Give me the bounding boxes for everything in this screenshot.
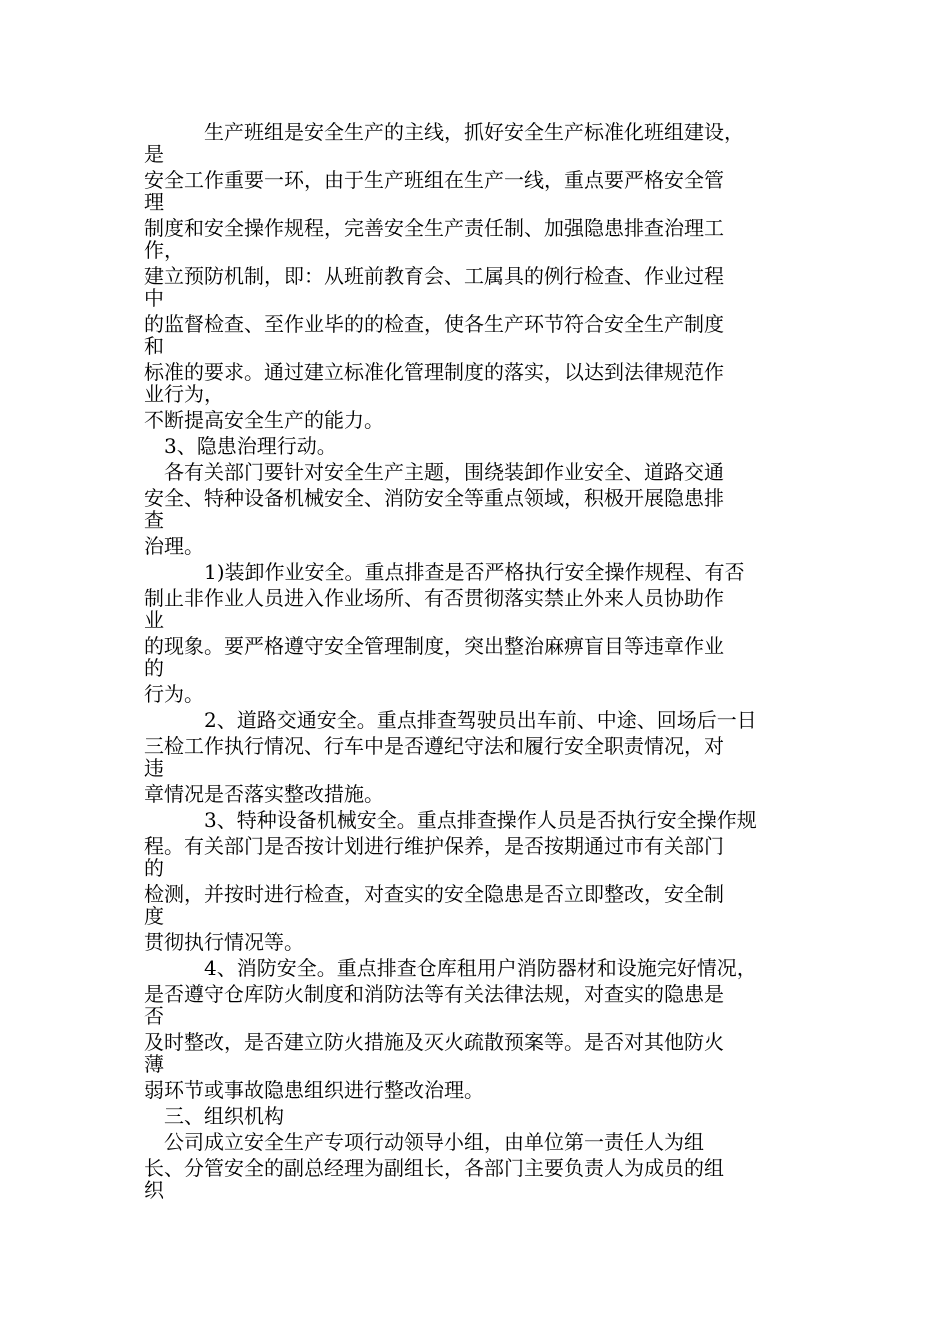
text-line: 行为。 [144,682,204,706]
text-line: 作， [144,238,184,262]
text-line: 薄 [144,1052,164,1076]
text-line: 建立预防机制，即：从班前教育会、工属具的例行检查、作业过程 [144,264,724,288]
text-line: 4、消防安全。重点排查仓库租用户消防器材和设施完好情况， [144,956,757,980]
text-line: 三检工作执行情况、行车中是否遵纪守法和履行安全职责情况，对 [144,734,724,758]
text-line: 公司成立安全生产专项行动领导小组，由单位第一责任人为组 [144,1130,704,1154]
text-line: 违 [144,756,164,780]
text-line: 三、组织机构 [144,1104,284,1128]
text-line: 制止非作业人员进入作业场所、有否贯彻落实禁止外来人员协助作 [144,586,724,610]
text-line: 2、道路交通安全。重点排查驾驶员出车前、中途、回场后一日 [144,708,757,732]
text-line: 的现象。要严格遵守安全管理制度，突出整治麻痹盲目等违章作业 [144,634,724,658]
text-line: 章情况是否落实整改措施。 [144,782,384,806]
text-line: 长、分管安全的副总经理为副组长，各部门主要负责人为成员的组 [144,1156,724,1180]
text-line: 和 [144,334,164,358]
text-line: 安全、特种设备机械安全、消防安全等重点领域，积极开展隐患排 [144,486,724,510]
text-line: 理 [144,190,164,214]
text-line: 检测，并按时进行检查，对查实的安全隐患是否立即整改，安全制 [144,882,724,906]
text-line: 是 [144,142,164,166]
text-line: 1)装卸作业安全。重点排查是否严格执行安全操作规程、有否 [144,560,745,584]
text-line: 否 [144,1004,164,1028]
text-line: 贯彻执行情况等。 [144,930,304,954]
text-line: 中 [144,286,164,310]
document-body [144,121,824,1201]
text-line: 治理。 [144,534,204,558]
text-line: 的 [144,856,164,880]
text-line: 各有关部门要针对安全生产主题，围绕装卸作业安全、道路交通 [144,460,724,484]
text-line: 生产班组是安全生产的主线，抓好安全生产标准化班组建设， [144,120,744,144]
text-line: 弱环节或事故隐患组织进行整改治理。 [144,1078,484,1102]
text-line: 的 [144,656,164,680]
text-line: 业 [144,608,164,632]
text-line: 是否遵守仓库防火制度和消防法等有关法律法规，对查实的隐患是 [144,982,724,1006]
text-line: 3、特种设备机械安全。重点排查操作人员是否执行安全操作规 [144,808,757,832]
text-line: 3、隐患治理行动。 [144,434,337,458]
text-line: 不断提高安全生产的能力。 [144,408,384,432]
text-line: 安全工作重要一环，由于生产班组在生产一线，重点要严格安全管 [144,168,724,192]
text-line: 业行为， [144,382,224,406]
text-line: 度 [144,904,164,928]
text-line: 的监督检查、至作业毕的的检查，使各生产环节符合安全生产制度 [144,312,724,336]
text-line: 制度和安全操作规程，完善安全生产责任制、加强隐患排查治理工 [144,216,724,240]
text-line: 标准的要求。通过建立标准化管理制度的落实，以达到法律规范作 [144,360,724,384]
text-line: 查 [144,508,164,532]
text-line: 程。有关部门是否按计划进行维护保养，是否按期通过市有关部门 [144,834,724,858]
text-line: 及时整改，是否建立防火措施及灭火疏散预案等。是否对其他防火 [144,1030,724,1054]
text-line: 织 [144,1178,164,1202]
